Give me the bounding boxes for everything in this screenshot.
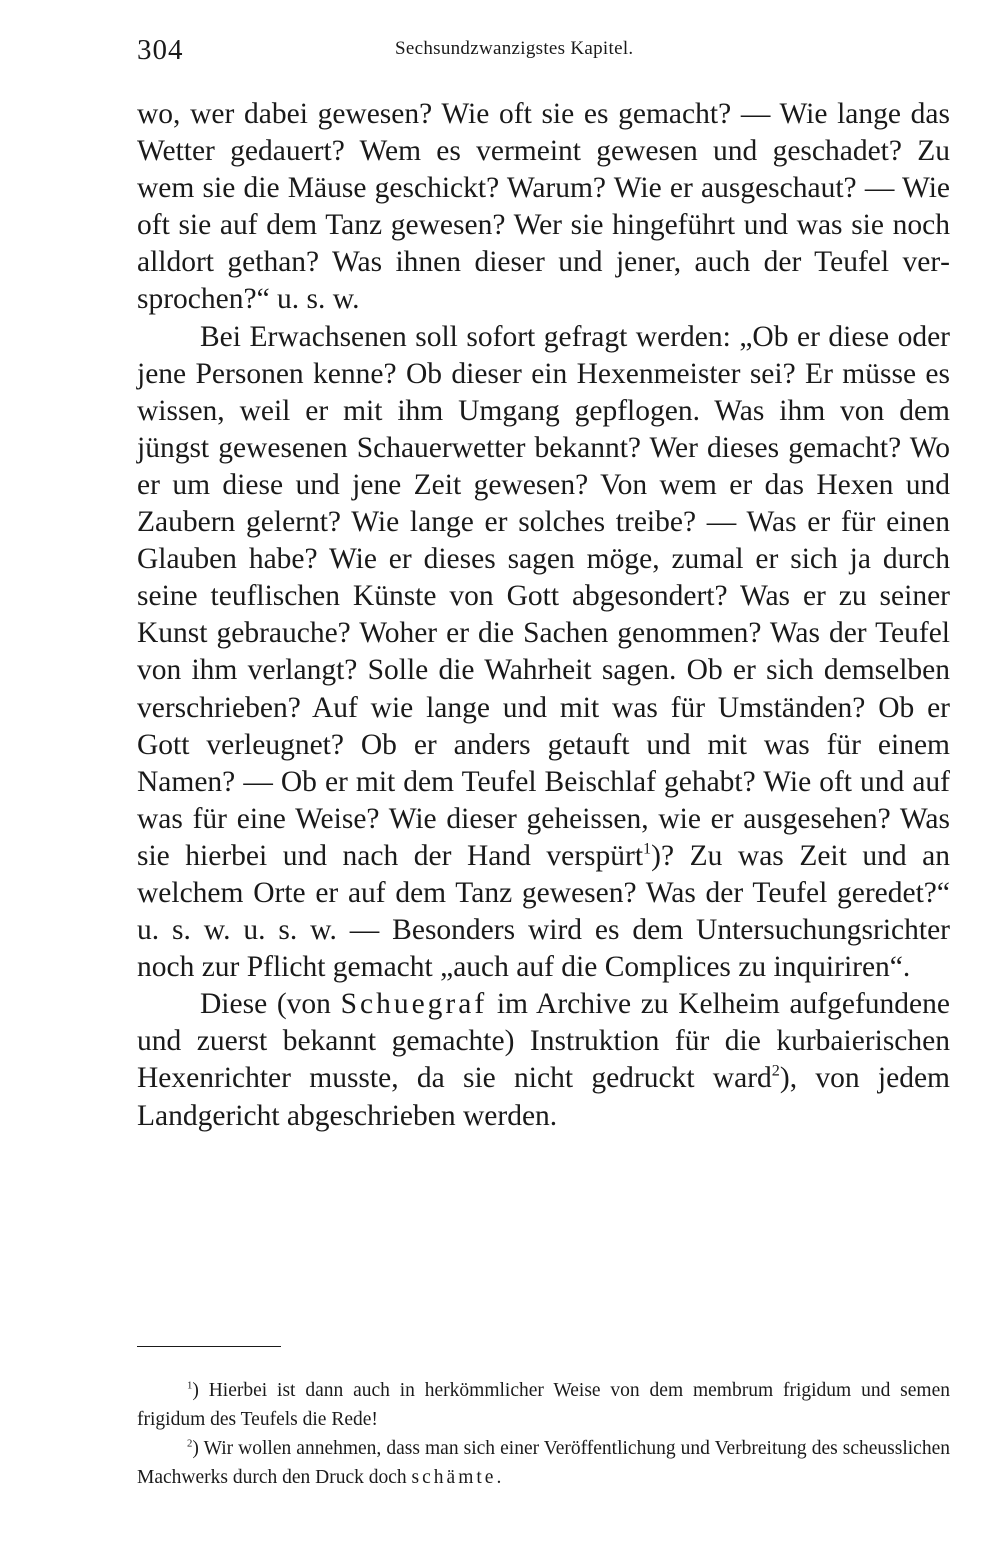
footnote-2-marker: 2 — [187, 1437, 193, 1450]
footnote-2-text-b: . — [496, 1467, 502, 1488]
paragraph-2-text-a: Bei Erwachsenen soll sofort gefragt werden: „Ob er diese oder jene Personen kenne? Ob dieser ein Hexenmeister sei? Er müsse es wissen, weil er mit ihm Umgang gepflogen. Was ihm von dem jüngst gewesenen Schauerwetter bekannt? Wer dieses gemacht? Wo er um diese und jene Zeit gewesen? Von wem er das Hexen und Zaubern gelernt? Wie lange er solches treibe? — Was er für einen Glauben habe? Wie er dieses sagen möge, zumal er sich ja durch seine teuflischen Künste von Gott abgesondert? Was er zu seiner Kunst gebrauche? Woher er die Sachen genommen? Was der Teufel von ihm verlangt? Solle die Wahrheit sagen. Ob er sich demselben verschrieben? Auf wie lange und mit was für Umständen? Ob er Gott verleugnet? Ob er anders getauft und mit was für einem Namen? — Ob er mit dem Teufel Beischlaf gehabt? Wie oft und auf was für eine Weise? Wie dieser geheissen, wie er ausgesehen? Was sie hierbei und nach der Hand verspürt — [137, 320, 950, 872]
paragraph-2 — [137, 319, 950, 987]
footnote-ref-1: 1 — [643, 839, 652, 858]
chapter-title: Sechsundzwanzigstes Kapitel. — [395, 38, 634, 59]
paragraph-3-text-c: ), von jedem Landgericht abgeschrieben werden. — [137, 1062, 950, 1132]
paragraph-3-text-b: im Archive zu Kelheim aufgefundene und zuerst bekannt gemachte) Instruktion für die kurbaierischen Hexenrichter musste, da sie nicht gedruckt ward — [137, 988, 950, 1095]
paragraph-2-text-b: )? Zu was Zeit und an welchem Orte er auf dem Tanz gewesen? Was der Teufel geredet?“ u. s. w. u. s. w. — Besonders wird es dem Untersuchungsrichter noch zur Pflicht gemacht „auch auf die Complices zu inquiriren“. — [137, 839, 950, 984]
paragraph-3-text-a: Diese (von — [200, 988, 341, 1021]
page-number: 304 — [137, 34, 184, 66]
body-text — [137, 96, 950, 1135]
paragraph-1-text: wo, wer dabei gewesen? Wie oft sie es gemacht? — Wie lange das Wetter gedauert? Wem es vermeint gewesen und geschadet? Zu wem sie die Mäuse geschickt? Warum? Wie er ausgeschaut? — Wie oft sie auf dem Tanz gewesen? Wer sie hingeführt und was sie noch alldort gethan? Was ihnen dieser und jener, auch der Teufel versprochen?“ u. s. w. — [137, 98, 950, 316]
paragraph-1 — [137, 96, 950, 319]
running-head — [137, 34, 950, 66]
footnote-2 — [137, 1434, 950, 1492]
footnote-2-text-a: ) Wir wollen annehmen, dass man sich einer Veröffentlichung und Verbreitung des scheusslichen Machwerks durch den Druck doch — [137, 1438, 950, 1488]
paragraph-3 — [137, 986, 950, 1134]
footnote-1-marker: 1 — [187, 1379, 193, 1392]
footnote-divider — [137, 1346, 281, 1347]
footnote-ref-2: 2 — [771, 1062, 780, 1081]
footnote-2-emphasis: schämte — [411, 1467, 497, 1488]
footnote-1-text: ) Hierbei ist dann auch in herkömmlicher Weise von dem membrum frigidum und semen frigidum des Teufels die Rede! — [137, 1380, 950, 1430]
author-name-schuegraf: Schuegraf — [340, 988, 488, 1021]
footnote-1 — [137, 1376, 950, 1434]
footnotes — [137, 1376, 950, 1492]
